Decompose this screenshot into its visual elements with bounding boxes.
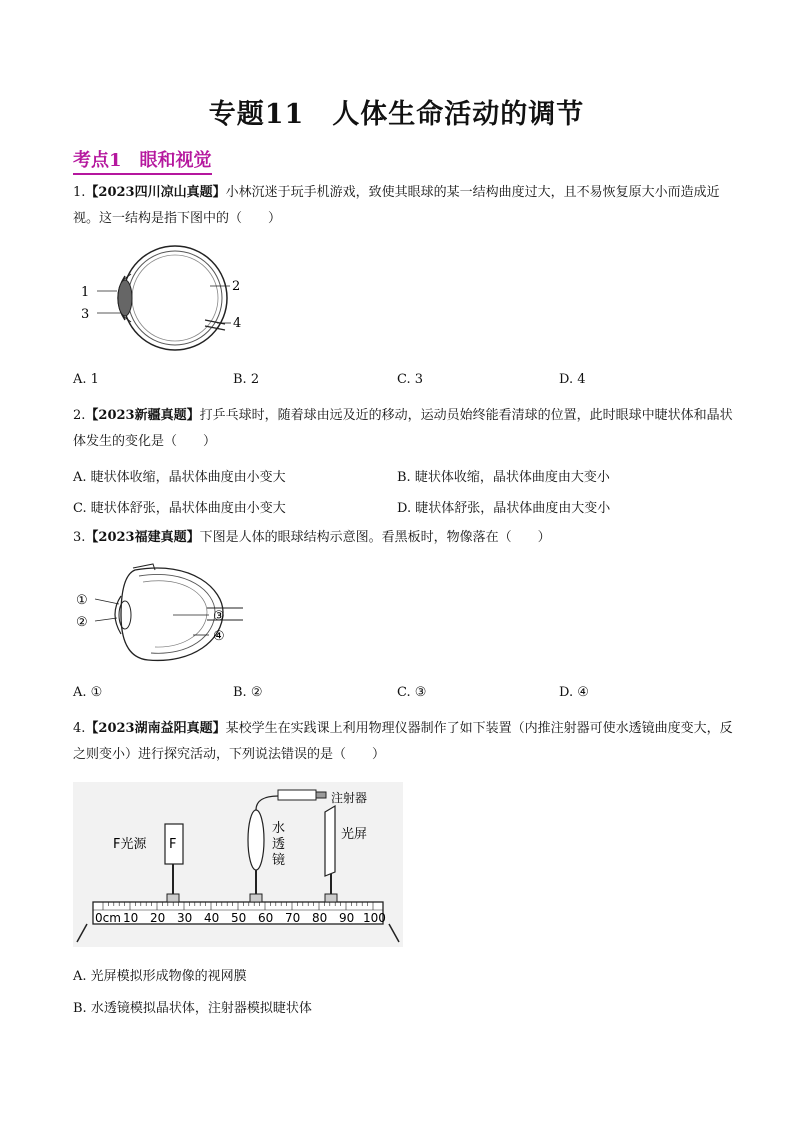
question-text: 下图是人体的眼球结构示意图。看黑板时，物像落在（ ） xyxy=(199,530,551,545)
eye-diagram-2 xyxy=(73,560,243,670)
section-heading: 考点1 眼和视觉 xyxy=(73,146,212,175)
q3-option-c: C. ③ xyxy=(397,685,427,700)
ruler-number: 90 xyxy=(339,911,355,925)
question-text: 某校学生在实践课上利用物理仪器制作了如下装置（内推注射器可使水透镜曲度变大，反之则变小）进行探究活动，下列说法错误的是（ ） xyxy=(73,721,733,762)
q2-option-b: B. 睫状体收缩，晶状体曲度由大变小 xyxy=(397,470,610,485)
eye2-label-3: ③ xyxy=(213,609,225,624)
question-text: 小林沉迷于玩手机游戏，致使其眼球的某一结构曲度过大，且不易恢复原大小而造成近视。这一结构是指下图中的（ ） xyxy=(73,185,720,226)
ruler-unit: 0cm xyxy=(95,911,121,925)
screen-label: 光屏 xyxy=(341,827,368,842)
ruler-number: 20 xyxy=(150,911,166,925)
question-tag: 【2023四川凉山真题】 xyxy=(85,185,226,200)
question-number: 4. xyxy=(73,721,86,736)
ruler-number: 80 xyxy=(312,911,328,925)
question-number: 2. xyxy=(73,408,86,423)
question-3 xyxy=(73,525,733,551)
eye2-label-1: ① xyxy=(76,593,88,608)
svg-text:镜: 镜 xyxy=(272,853,286,868)
q2-option-c: C. 睫状体舒张，晶状体曲度由小变大 xyxy=(73,501,286,516)
question-number: 1. xyxy=(73,185,86,200)
question-tag: 【2023湖南益阳真题】 xyxy=(85,721,226,736)
question-4 xyxy=(73,716,733,768)
water-lens-label xyxy=(272,820,285,868)
ruler-number: 40 xyxy=(204,911,220,925)
q1-option-c: C. 3 xyxy=(397,372,424,387)
ruler-number: 30 xyxy=(177,911,193,925)
q2-option-d: D. 睫状体舒张，晶状体曲度由大变小 xyxy=(397,501,611,516)
q4-option-a: A. 光屏模拟形成物像的视网膜 xyxy=(73,969,247,984)
svg-text:透: 透 xyxy=(272,837,286,852)
eye-label-1: 1 xyxy=(81,285,90,300)
optics-apparatus-figure xyxy=(73,782,403,947)
q2-option-a: A. 睫状体收缩，晶状体曲度由小变大 xyxy=(73,470,286,485)
q3-option-d: D. ④ xyxy=(559,685,589,700)
eye-diagram-1 xyxy=(75,238,255,358)
question-2 xyxy=(73,403,733,455)
ruler-number: 60 xyxy=(258,911,274,925)
q1-option-d: D. 4 xyxy=(559,372,586,387)
question-text: 打乒乓球时，随着球由远及近的移动，运动员始终能看清球的位置，此时眼球中睫状体和晶状体发生的变化是（ ） xyxy=(73,408,733,449)
syringe-label: 注射器 xyxy=(331,791,368,805)
f-letter: F xyxy=(169,837,177,852)
eye2-label-2: ② xyxy=(76,615,88,630)
ruler-number: 50 xyxy=(231,911,247,925)
svg-text:水: 水 xyxy=(272,821,286,836)
q1-option-a: A. 1 xyxy=(73,372,99,387)
question-tag: 【2023新疆真题】 xyxy=(85,408,200,423)
light-source-label: F光源 xyxy=(113,837,147,852)
question-tag: 【2023福建真题】 xyxy=(85,530,200,545)
ruler-number: 100 xyxy=(363,911,386,925)
eye-label-3: 3 xyxy=(81,307,90,322)
eye-label-4: 4 xyxy=(233,316,242,331)
q1-option-b: B. 2 xyxy=(233,372,260,387)
q4-option-b: B. 水透镜模拟晶状体，注射器模拟睫状体 xyxy=(73,1001,312,1016)
ruler-number: 10 xyxy=(123,911,139,925)
eye-label-2: 2 xyxy=(232,279,241,294)
q3-option-b: B. ② xyxy=(233,685,263,700)
ruler-number: 70 xyxy=(285,911,301,925)
q3-option-a: A. ① xyxy=(73,685,103,700)
question-number: 3. xyxy=(73,530,86,545)
page-title: 专题11 人体生命活动的调节 xyxy=(208,99,585,130)
eye2-label-4: ④ xyxy=(213,629,225,644)
question-1 xyxy=(73,180,733,232)
